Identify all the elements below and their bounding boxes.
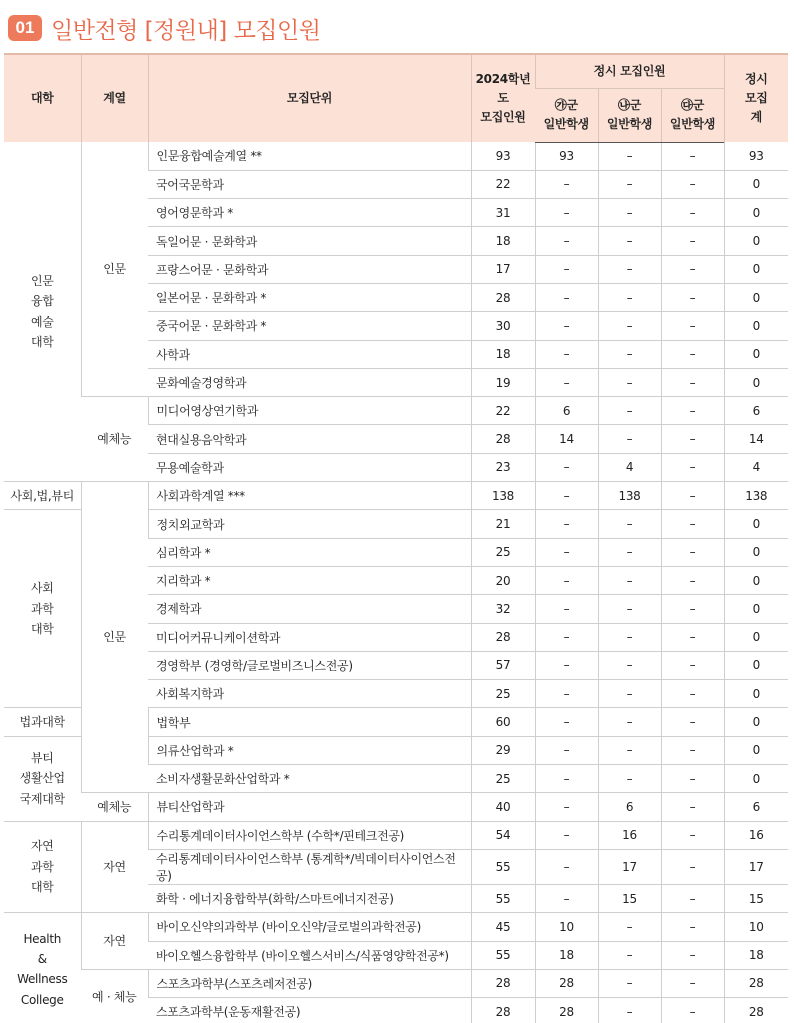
college-cell [4,708,81,736]
ga-cell: – [535,170,598,198]
total-cell: 16 [724,821,788,849]
college-label-line: 사회 [30,581,54,596]
na-cell: – [598,538,661,566]
na-cell: – [598,998,661,1023]
header-da: ㉰군 일반학생 [661,88,724,142]
quota-cell: 21 [471,510,535,538]
unit-cell: 사학과 [148,340,471,368]
ga-cell: 10 [535,913,598,941]
track-cell: 인문 [81,142,148,397]
quota-cell: 19 [471,368,535,396]
quota-cell: 25 [471,538,535,566]
section-title: 일반전형 [정원내] 모집인원 [51,17,321,44]
total-cell: 138 [724,482,788,510]
quota-cell: 28 [471,969,535,997]
quota-cell: 18 [471,340,535,368]
college-label-line: 대학 [30,880,54,895]
da-cell: – [661,736,724,764]
quota-cell: 138 [471,482,535,510]
total-cell: 0 [724,368,788,396]
unit-cell: 국어국문학과 [148,170,471,198]
total-cell: 0 [724,538,788,566]
unit-cell: 무용예술학과 [148,453,471,481]
unit-cell: 바이오신약의과학부 (바이오신약/글로벌의과학전공) [148,913,471,941]
na-cell: 6 [598,793,661,821]
da-cell: – [661,312,724,340]
na-cell: – [598,340,661,368]
da-cell: – [661,566,724,594]
quota-cell: 29 [471,736,535,764]
na-cell: – [598,255,661,283]
unit-cell: 경제학과 [148,595,471,623]
ga-cell: – [535,849,598,884]
ga-cell: – [535,453,598,481]
da-cell: – [661,651,724,679]
total-cell: 0 [724,199,788,227]
table-row [4,821,788,849]
header-quota: 2024학년도 모집인원 [471,54,535,142]
quota-cell: 22 [471,397,535,425]
college-label-line: & [37,951,47,966]
total-cell: 0 [724,312,788,340]
header-total: 정시 모집 계 [724,54,788,142]
quota-cell: 55 [471,884,535,912]
college-label-line: 국제대학 [19,791,65,806]
total-cell: 0 [724,255,788,283]
quota-cell: 32 [471,595,535,623]
unit-cell: 일본어문 · 문화학과 * [148,283,471,311]
ga-cell: 18 [535,941,598,969]
college-label-line: 과학 [30,601,54,616]
da-cell: – [661,680,724,708]
na-cell: 15 [598,884,661,912]
section-number-badge: 01 [8,15,42,41]
total-cell: 18 [724,941,788,969]
quota-cell: 54 [471,821,535,849]
na-cell: – [598,623,661,651]
quota-cell: 28 [471,425,535,453]
na-cell: – [598,595,661,623]
total-cell: 93 [724,142,788,170]
total-cell: 0 [724,283,788,311]
unit-cell: 사회과학계열 *** [148,482,471,510]
quota-cell: 55 [471,941,535,969]
da-cell: – [661,142,724,170]
da-cell: – [661,482,724,510]
ga-cell: – [535,482,598,510]
track-cell: 인문 [81,482,148,793]
total-cell: 0 [724,170,788,198]
ga-cell: – [535,312,598,340]
unit-cell: 인문융합예술계열 ** [148,142,471,170]
college-cell [4,821,81,913]
da-cell: – [661,821,724,849]
na-cell: – [598,765,661,793]
table-row [4,969,788,997]
ga-cell: 93 [535,142,598,170]
total-cell: 0 [724,227,788,255]
ga-cell: – [535,283,598,311]
na-cell: – [598,913,661,941]
total-cell: 0 [724,736,788,764]
table-row [4,793,788,821]
header-track: 계열 [81,54,148,142]
unit-cell: 법학부 [148,708,471,736]
track-cell: 자연 [81,821,148,913]
college-label-line: 과학 [30,859,54,874]
da-cell: – [661,941,724,969]
table-row [4,482,788,510]
da-cell: – [661,849,724,884]
college-label-line: 대학 [30,334,54,349]
unit-cell: 미디어영상연기학과 [148,397,471,425]
ga-cell: – [535,566,598,594]
track-cell: 예체능 [81,793,148,821]
college-label-line: 인문 [30,273,54,288]
quota-cell: 55 [471,849,535,884]
college-cell [4,482,81,510]
unit-cell: 미디어커뮤니케이션학과 [148,623,471,651]
na-cell: 138 [598,482,661,510]
total-cell: 28 [724,998,788,1023]
quota-cell: 60 [471,708,535,736]
da-cell: – [661,793,724,821]
college-label-line: 융합 [30,294,54,309]
unit-cell: 영어영문학과 * [148,199,471,227]
total-cell: 0 [724,566,788,594]
da-cell: – [661,227,724,255]
track-cell: 예 · 체능 [81,969,148,1023]
header-na: ㉯군 일반학생 [598,88,661,142]
ga-cell: – [535,340,598,368]
college-cell [4,142,81,482]
quota-cell: 28 [471,283,535,311]
table-body [4,142,788,1023]
college-label-line: 예술 [30,314,54,329]
quota-cell: 57 [471,651,535,679]
da-cell: – [661,255,724,283]
unit-cell: 바이오헬스융합학부 (바이오헬스서비스/식품영양학전공*) [148,941,471,969]
table-row [4,142,788,170]
total-cell: 0 [724,595,788,623]
college-label-line: Wellness [17,972,68,987]
quota-cell: 28 [471,623,535,651]
unit-cell: 독일어문 · 문화학과 [148,227,471,255]
na-cell: 16 [598,821,661,849]
total-cell: 14 [724,425,788,453]
ga-cell: – [535,821,598,849]
unit-cell: 경영학부 (경영학/글로벌비즈니스전공) [148,651,471,679]
unit-cell: 의류산업학과 * [148,736,471,764]
ga-cell: – [535,255,598,283]
da-cell: – [661,510,724,538]
na-cell: – [598,969,661,997]
na-cell: – [598,227,661,255]
quota-cell: 22 [471,170,535,198]
table-row [4,397,788,425]
da-cell: – [661,283,724,311]
total-cell: 4 [724,453,788,481]
da-cell: – [661,884,724,912]
ga-cell: – [535,623,598,651]
unit-cell: 정치외교학과 [148,510,471,538]
da-cell: – [661,913,724,941]
da-cell: – [661,425,724,453]
college-cell [4,510,81,708]
da-cell: – [661,170,724,198]
table-header [4,54,788,142]
da-cell: – [661,623,724,651]
da-cell: – [661,453,724,481]
ga-cell: – [535,884,598,912]
total-cell: 6 [724,793,788,821]
ga-cell: – [535,680,598,708]
ga-cell: – [535,510,598,538]
college-cell [4,736,81,821]
da-cell: – [661,340,724,368]
ga-cell: – [535,765,598,793]
total-cell: 0 [724,340,788,368]
unit-cell: 수리통계데이터사이언스학부 (수학*/핀테크전공) [148,821,471,849]
ga-cell: – [535,227,598,255]
na-cell: – [598,566,661,594]
unit-cell: 소비자생활문화산업학과 * [148,765,471,793]
na-cell: 17 [598,849,661,884]
unit-cell: 현대실용음악학과 [148,425,471,453]
college-label: 사회,법,뷰티 [10,488,74,503]
total-cell: 0 [724,708,788,736]
ga-cell: – [535,793,598,821]
na-cell: 4 [598,453,661,481]
quota-cell: 17 [471,255,535,283]
quota-cell: 18 [471,227,535,255]
unit-cell: 수리통계데이터사이언스학부 (통계학*/빅데이터사이언스전공) [148,849,471,884]
header-regular: 정시 모집인원 [535,54,724,88]
ga-cell: – [535,595,598,623]
track-cell: 자연 [81,913,148,970]
na-cell: – [598,941,661,969]
admission-quota-table [4,53,788,1023]
total-cell: 0 [724,680,788,708]
ga-cell: – [535,199,598,227]
ga-cell: – [535,368,598,396]
total-cell: 10 [724,913,788,941]
unit-cell: 문화예술경영학과 [148,368,471,396]
college-label-line: College [20,992,64,1007]
unit-cell: 스포츠과학부(운동재활전공) [148,998,471,1023]
da-cell: – [661,708,724,736]
da-cell: – [661,765,724,793]
na-cell: – [598,425,661,453]
quota-cell: 28 [471,998,535,1023]
ga-cell: 6 [535,397,598,425]
header-unit: 모집단위 [148,54,471,142]
quota-cell: 45 [471,913,535,941]
college-label: 법과대학 [19,714,65,729]
da-cell: – [661,397,724,425]
total-cell: 17 [724,849,788,884]
track-cell: 예체능 [81,397,148,482]
unit-cell: 뷰티산업학과 [148,793,471,821]
na-cell: – [598,510,661,538]
college-label-line: 자연 [30,839,54,854]
da-cell: – [661,538,724,566]
ga-cell: 28 [535,969,598,997]
header-ga: ㉮군 일반학생 [535,88,598,142]
table-row [4,913,788,941]
ga-cell: – [535,708,598,736]
unit-cell: 사회복지학과 [148,680,471,708]
college-cell [4,913,81,1023]
da-cell: – [661,998,724,1023]
section-title-bar [8,11,320,45]
na-cell: – [598,368,661,396]
unit-cell: 지리학과 * [148,566,471,594]
total-cell: 28 [724,969,788,997]
unit-cell: 프랑스어문 · 문화학과 [148,255,471,283]
na-cell: – [598,397,661,425]
ga-cell: – [535,736,598,764]
na-cell: – [598,651,661,679]
total-cell: 0 [724,623,788,651]
quota-cell: 31 [471,199,535,227]
quota-cell: 25 [471,765,535,793]
total-cell: 6 [724,397,788,425]
ga-cell: 14 [535,425,598,453]
quota-cell: 25 [471,680,535,708]
unit-cell: 중국어문 · 문화학과 * [148,312,471,340]
ga-cell: – [535,651,598,679]
na-cell: – [598,680,661,708]
unit-cell: 심리학과 * [148,538,471,566]
total-cell: 0 [724,510,788,538]
na-cell: – [598,312,661,340]
college-label-line: 뷰티 [30,751,54,766]
da-cell: – [661,199,724,227]
college-label-line: 대학 [30,622,54,637]
total-cell: 0 [724,765,788,793]
college-label-line: Health [23,931,62,946]
da-cell: – [661,595,724,623]
total-cell: 0 [724,651,788,679]
total-cell: 15 [724,884,788,912]
quota-cell: 93 [471,142,535,170]
ga-cell: 28 [535,998,598,1023]
da-cell: – [661,368,724,396]
na-cell: – [598,142,661,170]
college-label-line: 생활산업 [19,771,65,786]
unit-cell: 화학 · 에너지융합학부(화학/스마트에너지전공) [148,884,471,912]
na-cell: – [598,199,661,227]
na-cell: – [598,283,661,311]
na-cell: – [598,170,661,198]
quota-cell: 30 [471,312,535,340]
na-cell: – [598,736,661,764]
da-cell: – [661,969,724,997]
na-cell: – [598,708,661,736]
quota-cell: 20 [471,566,535,594]
header-college: 대학 [4,54,81,142]
quota-cell: 40 [471,793,535,821]
unit-cell: 스포츠과학부(스포츠레저전공) [148,969,471,997]
quota-cell: 23 [471,453,535,481]
ga-cell: – [535,538,598,566]
